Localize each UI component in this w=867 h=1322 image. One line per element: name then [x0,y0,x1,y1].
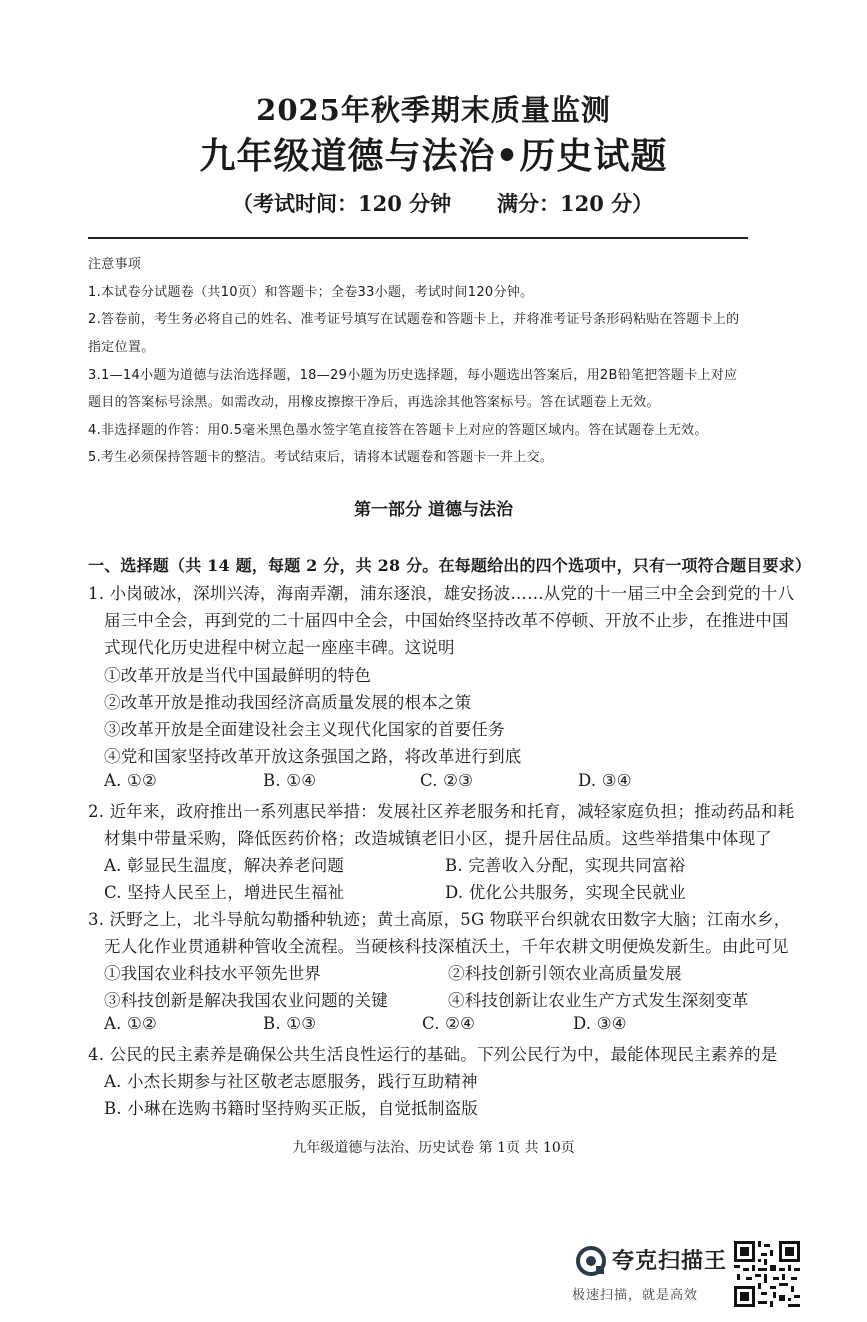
notice-item: 1.本试卷分试题卷（共10页）和答题卡；全卷33小题，考试时间120分钟。 [88,285,534,300]
question-1-line: 式现代化历史进程中树立起一座座丰碑。这说明 [104,638,455,657]
quark-logo-icon [576,1246,606,1276]
notice-item: 指定位置。 [88,340,155,355]
question-2-option-c: C. 坚持人民至上，增进民生福祉 [104,883,345,902]
question-3-option-c: C. ②④ [422,1014,476,1033]
question-1-statement: ④党和国家坚持改革开放这条强国之路，将改革进行到底 [104,747,522,766]
header-divider [88,237,748,239]
question-3-line: 3. 沃野之上，北斗导航勾勒播种轨迹；黄土高原，5G 物联平台织就农田数字大脑；江南水乡， [88,910,791,929]
question-1-line: 届三中全会，再到党的二十届四中全会，中国始终坚持改革不停顿、开放不止步，在推进中国 [104,611,789,630]
question-3-line: 无人化作业贯通耕种管收全流程。当硬核科技深植沃土，千年农耕文明便焕发新生。由此可见 [104,937,789,956]
question-1-option-d: D. ③④ [578,771,632,790]
question-1-option-b: B. ①④ [263,771,317,790]
question-4-option-b: B. 小琳在选购书籍时坚持购买正版，自觉抵制盗版 [104,1099,478,1118]
question-3-statement: ④科技创新让农业生产方式发生深刻变革 [448,991,749,1010]
question-2-option-b: B. 完善收入分配，实现共同富裕 [445,856,686,875]
exam-time: （考试时间：120 分钟 [232,191,452,216]
question-1-statement: ①改革开放是当代中国最鲜明的特色 [104,666,372,685]
question-1-statement: ③改革开放是全面建设社会主义现代化国家的首要任务 [104,720,505,739]
notice-heading: 注意事项 [88,257,142,272]
question-1-statement: ②改革开放是推动我国经济高质量发展的根本之策 [104,693,472,712]
question-3-option-d: D. ③④ [573,1014,627,1033]
question-1-option-a: A. ①② [104,771,157,790]
notice-item: 4.非选择题的作答：用0.5毫米黑色墨水签字笔直接答在答题卡上对应的答题区域内。答在试题卷上无效。 [88,423,708,438]
question-4-option-a: A. 小杰长期参与社区敬老志愿服务，践行互助精神 [104,1072,478,1091]
notice-item: 5.考生必须保持答题卡的整洁。考试结束后，请将本试题卷和答题卡一并上交。 [88,450,554,465]
part-heading: 一、选择题（共 14 题，每题 2 分，共 28 分。在每题给出的四个选项中，只有一项符合题目要求） [88,556,812,575]
scanner-slogan: 极速扫描，就是高效 [572,1288,699,1303]
question-3-option-a: A. ①② [104,1014,157,1033]
scanner-brand: 夸克扫描王 [612,1249,728,1274]
notice-item: 3.1—14小题为道德与法治选择题，18—29小题为历史选择题，每小题选出答案后，用2B铅笔把答题卡上对应 [88,368,738,383]
page-footer: 九年级道德与法治、历史试卷 第 1页 共 10页 [292,1140,575,1156]
notice-item: 2.答卷前，考生务必将自己的姓名、准考证号填写在试题卷和答题卡上，并将准考证号条形码粘贴在答题卡上的 [88,312,740,327]
question-2-line: 材集中带量采购，降低医药价格；改造城镇老旧小区，提升居住品质。这些举措集中体现了 [104,829,772,848]
qr-code-icon [734,1241,800,1307]
notice-item: 题目的答案标号涂黑。如需改动，用橡皮擦擦干净后，再选涂其他答案标号。答在试题卷上无效。 [88,395,660,410]
question-3-statement: ①我国农业科技水平领先世界 [104,964,322,983]
section-title: 第一部分 道德与法治 [354,500,513,520]
question-4-line: 4. 公民的民主素养是确保公共生活良性运行的基础。下列公民行为中，最能体现民主素养的是 [88,1045,778,1064]
question-3-statement: ②科技创新引领农业高质量发展 [448,964,682,983]
question-1-line: 1. 小岗破冰，深圳兴涛，海南弄潮，浦东逐浪，雄安扬波……从党的十一届三中全会到党的十八 [88,584,795,603]
question-2-option-a: A. 彰显民生温度，解决养老问题 [104,856,345,875]
exam-title-line1: 2025年秋季期末质量监测 [256,93,611,127]
question-3-option-b: B. ①③ [263,1014,317,1033]
question-3-statement: ③科技创新是解决我国农业问题的关键 [104,991,388,1010]
exam-title-line2: 九年级道德与法治•历史试题 [199,135,668,177]
question-2-line: 2. 近年来，政府推出一系列惠民举措：发展社区养老服务和托育，减轻家庭负担；推动药品和耗 [88,802,795,821]
full-score: 满分：120 分） [497,191,654,216]
question-1-option-c: C. ②③ [420,771,474,790]
question-2-option-d: D. 优化公共服务，实现全民就业 [445,883,686,902]
